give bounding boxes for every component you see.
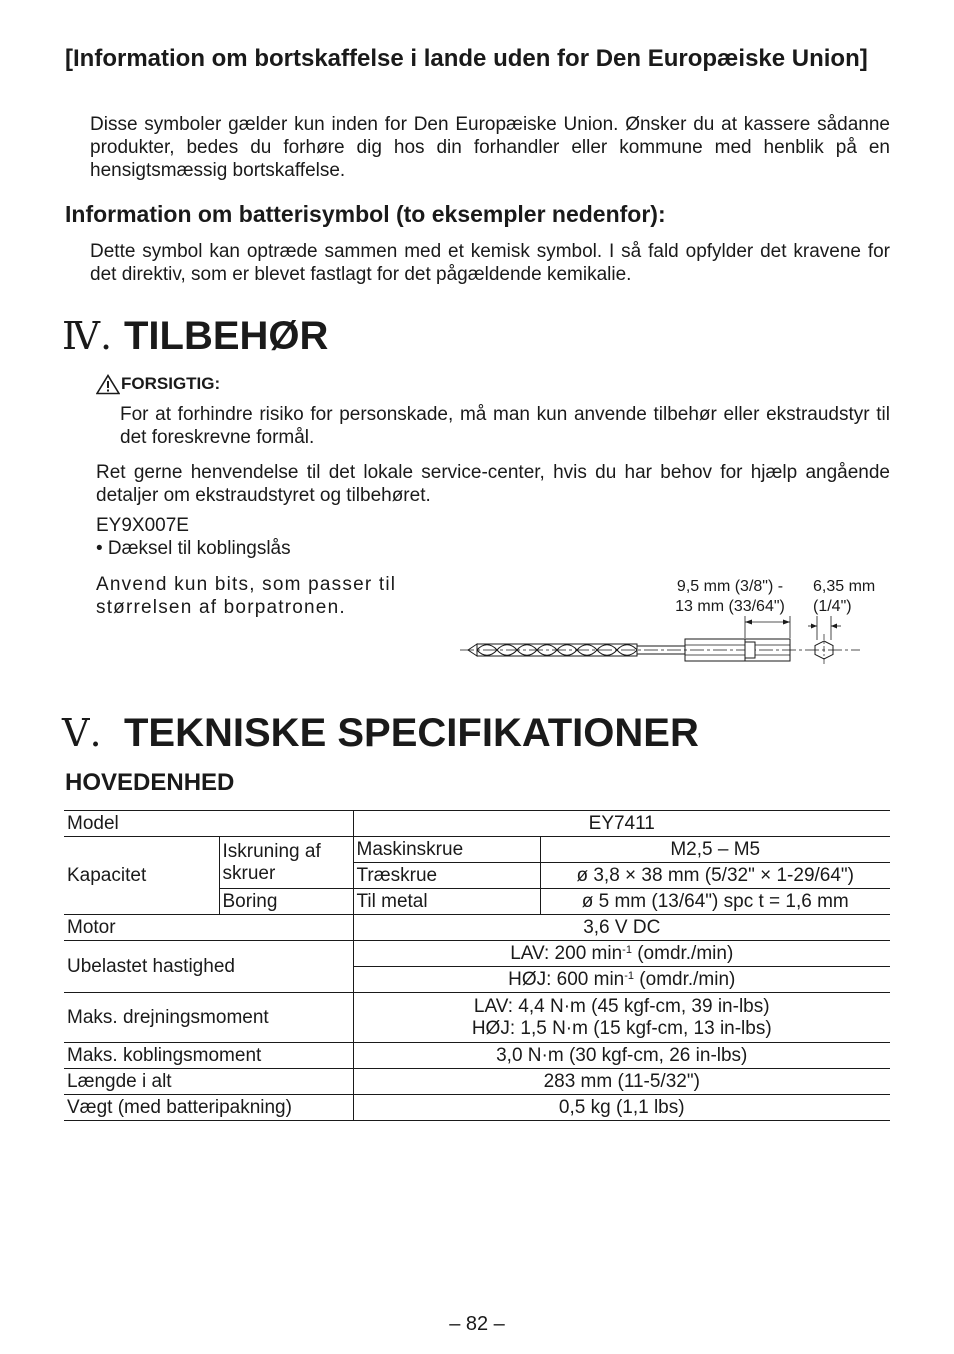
machine-screw-value: M2,5 – M5 xyxy=(540,837,890,863)
speed-low-value xyxy=(353,941,890,967)
screwing-label: Iskruning af skruer xyxy=(219,837,353,889)
eu-disposal-text: Disse symboler gælder kun inden for Den Europæiske Union. Ønsker du at kassere sådanne produkter, bedes du forhøre dig hos din forhandler eller kommune med henblik på en hensigtsmæssig bortskaffelse. xyxy=(90,114,890,181)
eu-disposal-heading: [Information om bortskaffelse i lande uden for Den Europæiske Union] xyxy=(65,45,868,72)
torque-high: HØJ: 1,5 N·m (15 kgf-cm, 13 in-lbs) xyxy=(471,1017,772,1039)
speed-high-text: HØJ: 600 min xyxy=(508,968,625,990)
table-row xyxy=(64,941,890,967)
section-iv-numeral: Ⅳ. xyxy=(62,314,113,358)
section-iv-title: TILBEHØR xyxy=(124,314,329,358)
section-v-heading xyxy=(62,710,699,756)
clutch-torque-value: 3,0 N·m (30 kgf-cm, 26 in-lbs) xyxy=(353,1043,890,1069)
section-v-numeral: Ⅴ. xyxy=(62,711,102,755)
main-unit-subtitle: HOVEDENHED xyxy=(65,769,235,796)
table-row xyxy=(64,993,890,1043)
battery-symbol-text: Dette symbol kan optræde sammen med et kemisk symbol. I så fald opfylder det kravene for det direktiv, som er blevet fastlagt for det pågældende kemikalie. xyxy=(90,241,890,285)
torque-value xyxy=(353,993,890,1043)
weight-label: Vægt (med batteripakning) xyxy=(64,1095,353,1121)
table-row xyxy=(64,811,890,837)
table-row xyxy=(64,1043,890,1069)
motor-value: 3,6 V DC xyxy=(353,915,890,941)
overall-length-label: Længde i alt xyxy=(64,1069,353,1095)
metal-value: ø 5 mm (13/64") spc t = 1,6 mm xyxy=(540,889,890,915)
model-label: Model xyxy=(64,811,353,837)
table-row xyxy=(64,837,890,863)
table-row xyxy=(64,1095,890,1121)
wood-screw-label: Træskrue xyxy=(353,863,540,889)
bits-size-text: Anvend kun bits, som passer til størrelsen af borpatronen. xyxy=(96,574,397,618)
speed-high-value xyxy=(353,967,890,993)
table-row xyxy=(64,915,890,941)
bit-length-line-2: 13 mm (33/64") xyxy=(675,598,785,615)
motor-label: Motor xyxy=(64,915,353,941)
overall-length-value: 283 mm (11-5/32") xyxy=(353,1069,890,1095)
warning-triangle-icon xyxy=(96,374,120,395)
caution-label-row xyxy=(96,372,220,396)
drilling-label: Boring xyxy=(219,889,353,915)
noload-speed-label: Ubelastet hastighed xyxy=(64,941,353,993)
accessory-model-code: EY9X007E xyxy=(96,515,189,536)
hex-shank-line-2: (1/4") xyxy=(813,598,852,615)
speed-low-text: LAV: 200 min xyxy=(510,942,623,964)
bit-length-line-1: 9,5 mm (3/8") - xyxy=(676,578,784,595)
torque-label: Maks. drejningsmoment xyxy=(64,993,353,1043)
wood-screw-value: ø 3,8 × 38 mm (5/32" × 1-29/64") xyxy=(540,863,890,889)
machine-screw-label: Maskinskrue xyxy=(353,837,540,863)
metal-label: Til metal xyxy=(353,889,540,915)
torque-low: LAV: 4,4 N·m (45 kgf-cm, 39 in-lbs) xyxy=(473,995,770,1017)
service-center-text: Ret gerne henvendelse til det lokale service-center, hvis du har behov for hjælp angående detaljer om ekstraudstyret og tilbehøret. xyxy=(96,462,890,506)
weight-value: 0,5 kg (1,1 lbs) xyxy=(353,1095,890,1121)
hex-shank-line-1: 6,35 mm xyxy=(813,578,876,595)
speed-low-unit: (omdr./min) xyxy=(631,942,734,964)
clutch-torque-label: Maks. koblingsmoment xyxy=(64,1043,353,1069)
caution-text: For at forhindre risiko for personskade, må man kun anvende tilbehør eller ekstraudstyr til det foreskrevne formål. xyxy=(120,404,890,448)
caution-label: FORSIGTIG: xyxy=(121,374,221,393)
speed-high-unit: (omdr./min) xyxy=(634,968,736,990)
table-row xyxy=(64,1069,890,1095)
drill-bit-diagram xyxy=(455,610,875,680)
model-value: EY7411 xyxy=(353,811,890,837)
speed-high-exponent: -1 xyxy=(624,969,635,982)
battery-symbol-heading: Information om batterisymbol (to eksempler nedenfor): xyxy=(65,201,666,227)
page-number: – 82 – xyxy=(449,1313,505,1335)
section-iv-heading xyxy=(62,313,328,359)
speed-low-exponent: -1 xyxy=(622,943,632,956)
accessory-item: • Dæksel til koblingslås xyxy=(96,538,291,559)
capacity-label: Kapacitet xyxy=(64,837,219,915)
section-v-title: TEKNISKE SPECIFIKATIONER xyxy=(124,711,699,755)
spec-table xyxy=(64,810,890,1121)
